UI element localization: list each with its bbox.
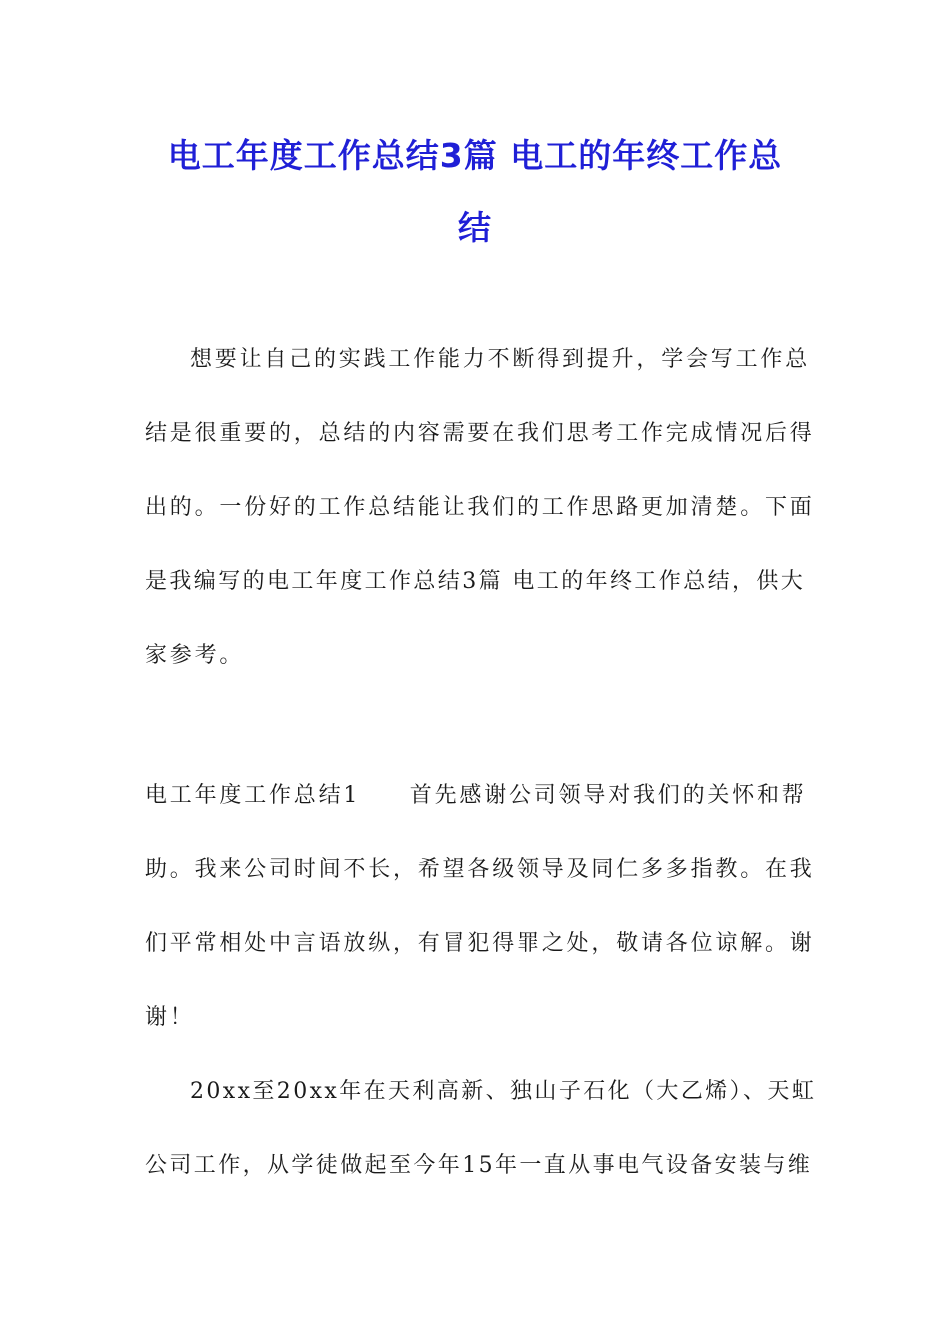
document-title bbox=[120, 120, 830, 264]
paragraph-2-line-1: 20xx至20xx年在天利高新、独山子石化（大乙烯）、天虹 bbox=[190, 1079, 817, 1104]
intro-paragraph bbox=[145, 335, 815, 705]
section-1-line-2: 助。我来公司时间不长，希望各级领导及同仁多多指教。在我 bbox=[145, 857, 815, 882]
paragraph-gap bbox=[145, 705, 805, 771]
title-line-1: 电工年度工作总结3篇 电工的年终工作总 bbox=[167, 136, 783, 175]
section-1-line-3: 们平常相处中言语放纵，有冒犯得罪之处，敬请各位谅解。谢 bbox=[145, 931, 815, 956]
intro-line-4: 是我编写的电工年度工作总结3篇 电工的年终工作总结，供大 bbox=[145, 569, 806, 594]
intro-line-2: 结是很重要的，总结的内容需要在我们思考工作完成情况后得 bbox=[145, 421, 815, 446]
title-line-2: 结 bbox=[458, 208, 492, 247]
intro-line-1: 想要让自己的实践工作能力不断得到提升，学会写工作总 bbox=[190, 347, 811, 372]
section-1-paragraph bbox=[145, 771, 815, 1067]
paragraph-2-line-2: 公司工作，从学徒做起至今年15年一直从事电气设备安装与维 bbox=[145, 1153, 813, 1178]
section-1-line-4: 谢！ bbox=[145, 1005, 195, 1030]
document-body bbox=[145, 335, 817, 1215]
intro-line-5: 家参考。 bbox=[145, 643, 245, 668]
paragraph-2 bbox=[145, 1067, 817, 1215]
intro-line-3: 出的。一份好的工作总结能让我们的工作思路更加清楚。下面 bbox=[145, 495, 815, 520]
section-1-line-1: 电工年度工作总结1 首先感谢公司领导对我们的关怀和帮 bbox=[145, 783, 807, 808]
